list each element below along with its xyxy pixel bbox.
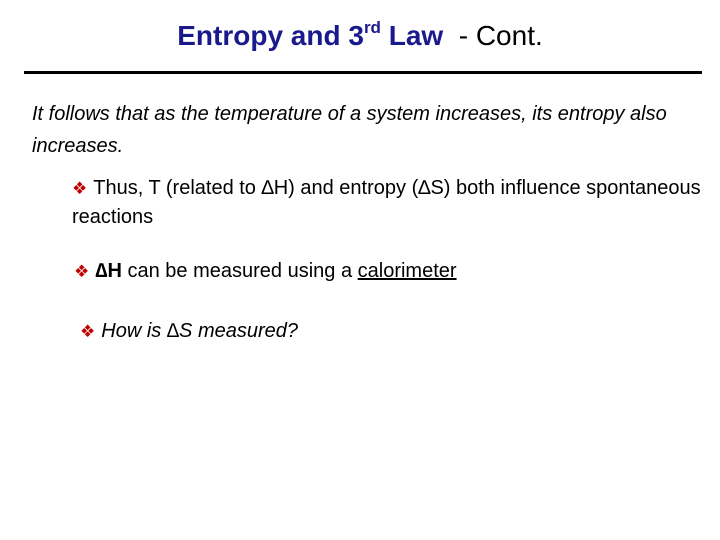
bullet-bold-prefix: ∆H xyxy=(95,260,122,282)
calorimeter-link[interactable]: calorimeter xyxy=(357,260,457,282)
diamond-bullet-icon: ❖ xyxy=(72,179,88,198)
title-text-before-sup: Entropy and 3 xyxy=(177,20,364,51)
bullet-item-2 xyxy=(74,257,694,286)
slide-title xyxy=(0,14,720,58)
bullet-item-1 xyxy=(72,174,702,231)
intro-paragraph: It follows that as the temperature of a system increases, its entropy also increases. xyxy=(32,103,667,157)
bullet-text-3: How is ∆S measured? xyxy=(101,320,299,342)
title-text-after-sup: Law xyxy=(380,20,444,51)
bullet-text-2: can be measured using a xyxy=(121,260,358,282)
title-superscript: rd xyxy=(363,18,381,37)
bullet-item-3 xyxy=(80,317,680,346)
title-suffix: - Cont. xyxy=(443,20,543,51)
bullet-text-1: Thus, T (related to ∆H) and entropy (∆S) both influence spontaneous reactions xyxy=(72,177,701,228)
diamond-bullet-icon: ❖ xyxy=(80,322,96,341)
title-main xyxy=(177,20,443,51)
title-divider xyxy=(24,71,702,74)
diamond-bullet-icon: ❖ xyxy=(74,262,90,281)
